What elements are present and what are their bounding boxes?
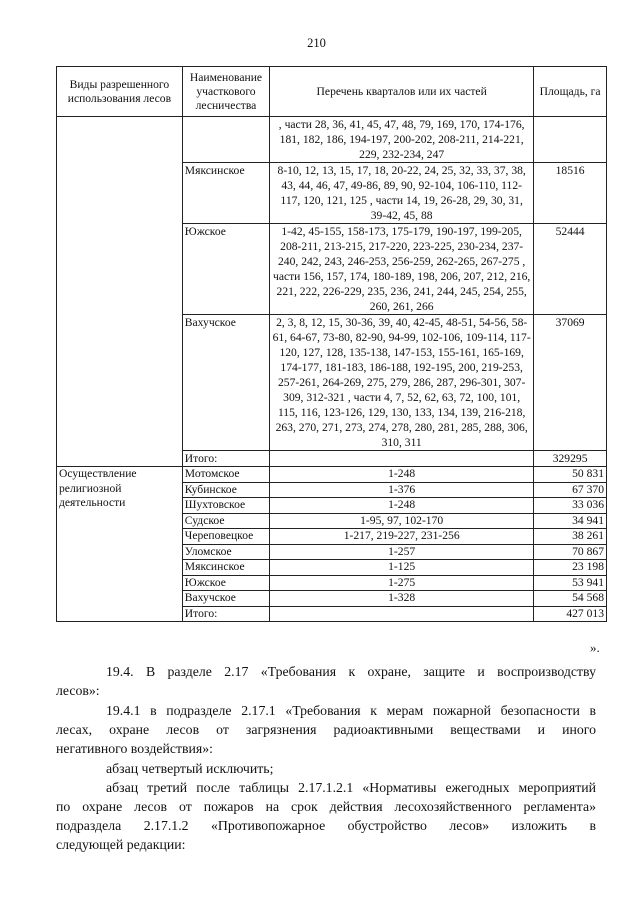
paragraph-line: лесах, охране лесов от загрязнения радиоактивными веществами и иного: [56, 722, 596, 737]
total-area: 427 013: [534, 606, 607, 622]
forestry-name-cell: Шухтовское: [182, 498, 269, 514]
quarters-cell: [270, 606, 534, 622]
page-number: 210: [307, 36, 326, 50]
paragraph-19-4-1: [56, 701, 596, 758]
quarters-cell: 1-42, 45-155, 158-173, 175-179, 190-197, 199-205, 208-211, 213-215, 217-220, 223-225, 230-234, 237-240, 242, 243, 246-253, 256-259, 262-265, 267-275 , части 156, 157, 174, 180-189, 198, 206, 207, 212, 216, 221, 222, 226-229, 235, 236, 241, 244, 245, 254, 255, 260, 261, 266: [270, 224, 534, 315]
area-cell: 18516: [534, 163, 607, 224]
area-cell: 50 831: [534, 467, 607, 483]
total-label: Итого:: [182, 606, 269, 622]
paragraph-abzac-4: [56, 759, 596, 778]
area-cell: 37069: [534, 315, 607, 451]
closing-quote: ».: [590, 640, 600, 655]
paragraph-line: абзац третий после таблицы 2.17.1.2.1 «Нормативы ежегодных мероприятий: [106, 780, 596, 795]
quarters-cell: 8-10, 12, 13, 15, 17, 18, 20-22, 24, 25, 32, 33, 37, 38, 43, 44, 46, 47, 49-86, 89, 90, 92-104, 106-110, 112-117, 120, 121, 125 , части 14, 19, 26-28, 29, 30, 31, 39-42, 45, 88: [270, 163, 534, 224]
forestry-name-cell: Вахучское: [182, 315, 269, 451]
header-forestry-name: Наименование участкового лесничества: [182, 67, 269, 117]
area-cell: 23 198: [534, 560, 607, 576]
area-cell: 54 568: [534, 591, 607, 607]
total-area: 329295: [534, 451, 607, 467]
paragraph-line: лесов»:: [56, 683, 100, 698]
quarters-cell: 2, 3, 8, 12, 15, 30-36, 39, 40, 42-45, 48-51, 54-56, 58-61, 64-67, 73-80, 82-90, 94-99, 102-106, 109-114, 117-120, 127, 128, 135-138, 147-153, 155-161, 165-169, 174-177, 181-183, 186-188, 192-195, 200, 219-253, 257-261, 264-269, 275, 279, 286, 287, 296-301, 307-309, 312-321 , части 4, 7, 52, 62, 63, 72, 100, 101, 115, 116, 123-126, 129, 130, 133, 134, 139, 216-218, 263, 270, 271, 273, 274, 278, 280, 281, 285, 288, 306, 310, 311: [270, 315, 534, 451]
paragraph-line: 19.4. В разделе 2.17 «Требования к охране, защите и воспроизводству: [106, 664, 596, 679]
forestry-name-cell: Мотомское: [182, 467, 269, 483]
header-area: Площадь, га: [534, 67, 607, 117]
paragraph-line: по охране лесов от пожаров на срок действия лесохозяйственного регламента»: [56, 799, 596, 814]
area-cell: 33 036: [534, 498, 607, 514]
forestry-name-cell: Южское: [182, 224, 269, 315]
quarters-cell: 1-257: [270, 544, 534, 560]
paragraph-line: следующей редакции:: [56, 837, 186, 852]
forestry-name-cell: Череповецкое: [182, 529, 269, 545]
quarters-cell: [270, 451, 534, 467]
forestry-name-cell: Мяксинское: [182, 163, 269, 224]
area-cell: 67 370: [534, 482, 607, 498]
forestry-name-cell: Мяксинское: [182, 560, 269, 576]
forestry-name-cell: Южское: [182, 575, 269, 591]
paragraph-line: 19.4.1 в подразделе 2.17.1 «Требования к мерам пожарной безопасности в: [106, 703, 596, 718]
quarters-cell: 1-248: [270, 467, 534, 483]
quarters-cell: 1-248: [270, 498, 534, 514]
quarters-cell: 1-217, 219-227, 231-256: [270, 529, 534, 545]
quarters-cell: 1-95, 97, 102-170: [270, 513, 534, 529]
forestry-name-cell: Судское: [182, 513, 269, 529]
usage-cell-continued: [57, 117, 183, 467]
paragraph-line: абзац четвертый исключить;: [106, 761, 274, 776]
paragraph-abzac-3: [56, 778, 596, 854]
area-cell: 53 941: [534, 575, 607, 591]
forestry-name-cell: [182, 117, 269, 163]
area-cell: 52444: [534, 224, 607, 315]
area-cell: 38 261: [534, 529, 607, 545]
forestry-name-cell: Уломское: [182, 544, 269, 560]
forestry-name-cell: Вахучское: [182, 591, 269, 607]
total-label: Итого:: [182, 451, 269, 467]
header-quarters-list: Перечень кварталов или их частей: [270, 67, 534, 117]
paragraph-line: подраздела 2.17.1.2 «Противопожарное обустройство лесов» изложить в: [56, 818, 596, 833]
forest-quarters-table: [56, 66, 607, 622]
header-usage-type: Виды разрешенного использования лесов: [57, 67, 183, 117]
area-cell: 70 867: [534, 544, 607, 560]
forestry-name-cell: Кубинское: [182, 482, 269, 498]
paragraph-19-4: [56, 662, 596, 700]
area-cell: 34 941: [534, 513, 607, 529]
quarters-cell: 1-275: [270, 575, 534, 591]
usage-cell-religious: Осуществление религиозной деятельности: [57, 467, 183, 622]
paragraph-line: негативного воздействия»:: [56, 741, 213, 756]
quarters-cell: 1-328: [270, 591, 534, 607]
area-cell: [534, 117, 607, 163]
quarters-cell: 1-125: [270, 560, 534, 576]
quarters-cell: , части 28, 36, 41, 45, 47, 48, 79, 169, 170, 174-176, 181, 182, 186, 194-197, 200-202, 208-211, 214-221, 229, 232-234, 247: [270, 117, 534, 163]
quarters-cell: 1-376: [270, 482, 534, 498]
